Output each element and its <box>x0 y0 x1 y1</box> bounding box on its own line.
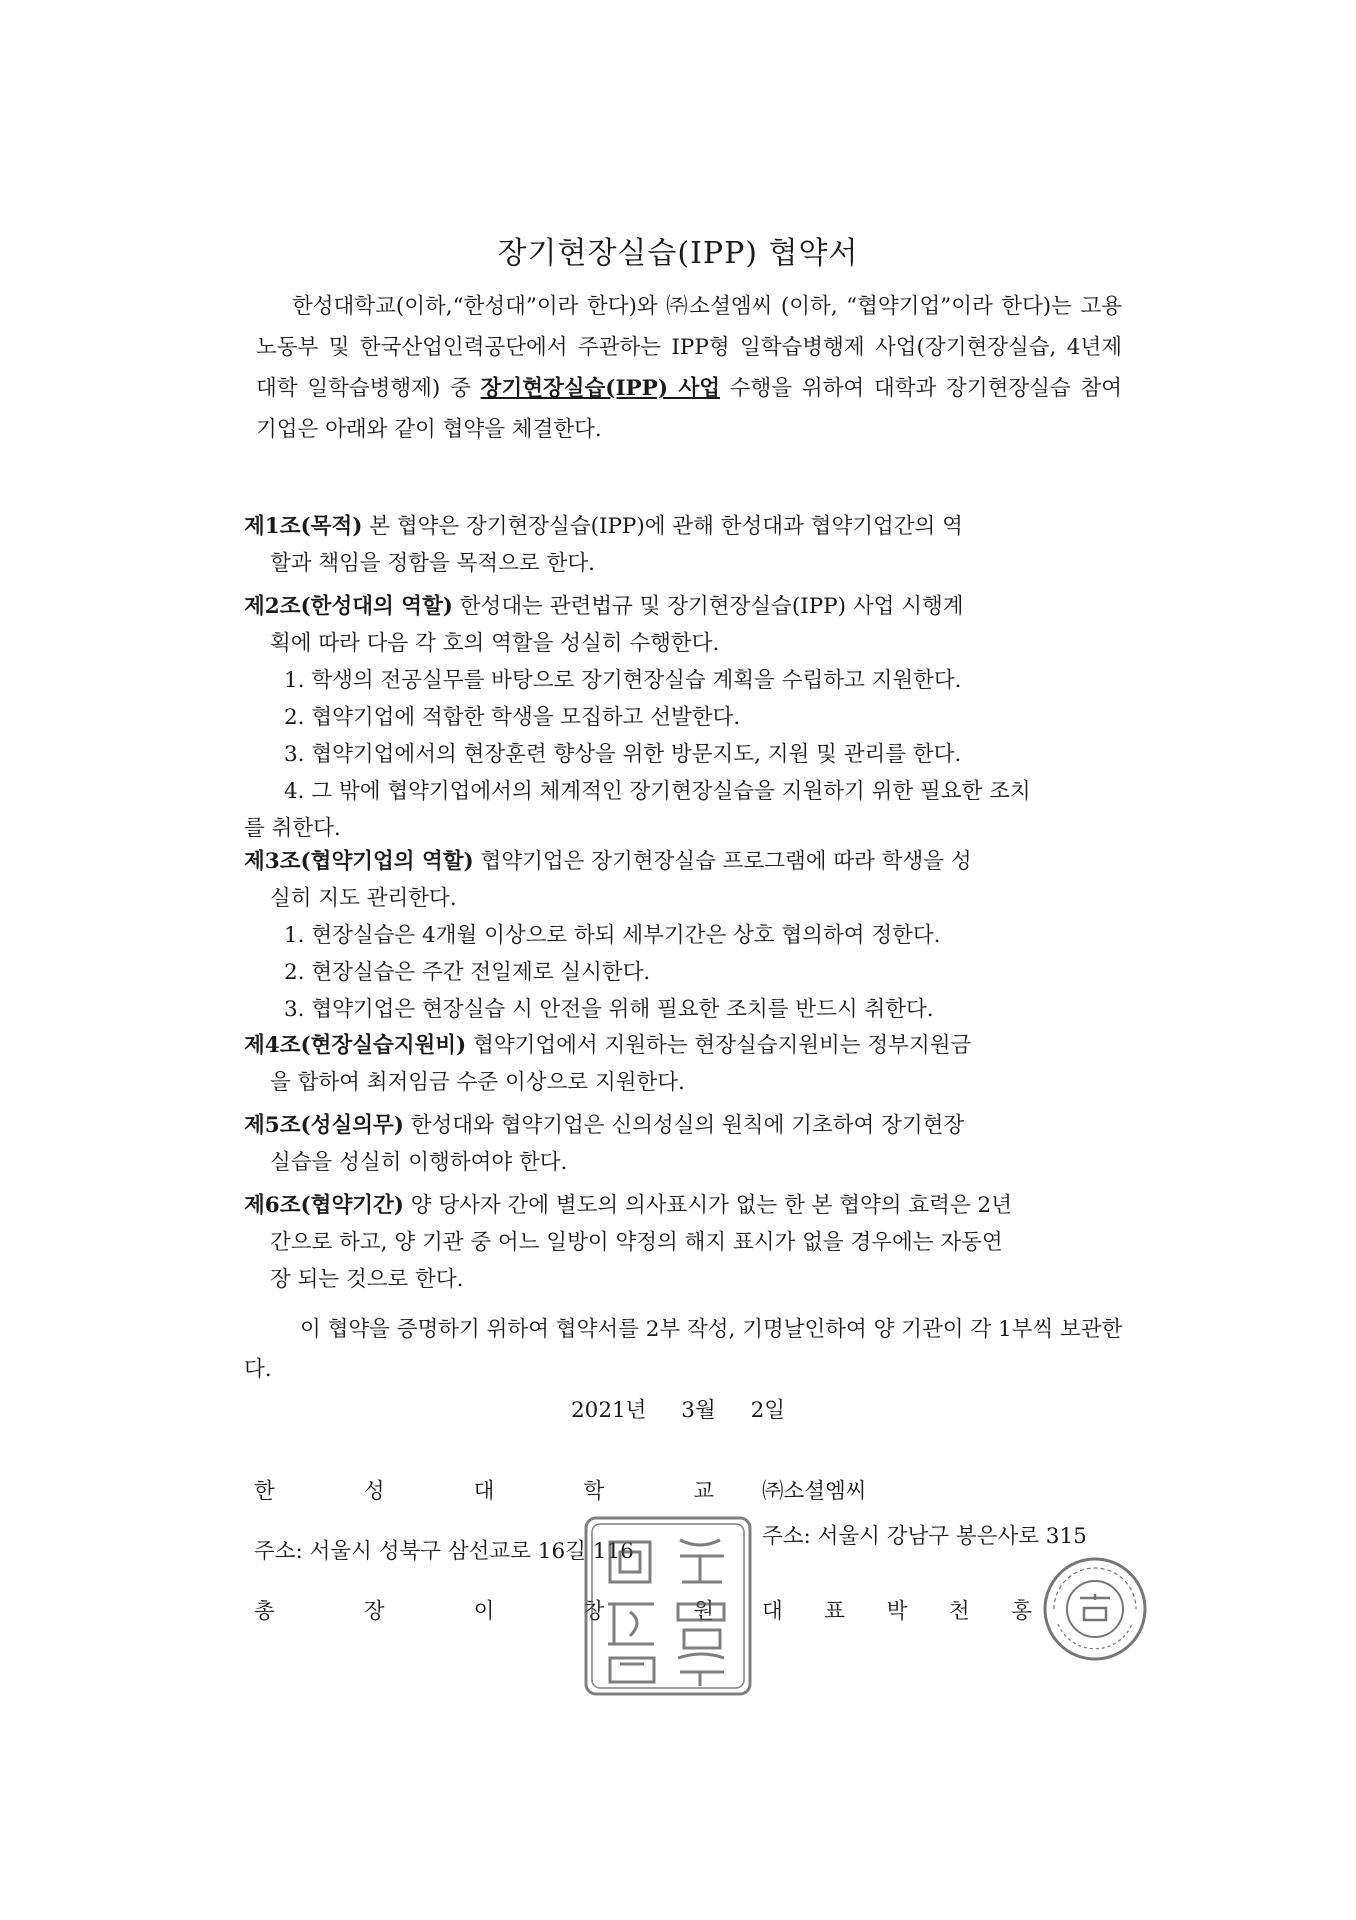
article-2 <box>244 588 1124 847</box>
article-5 <box>244 1107 1124 1181</box>
party-left-name <box>254 1474 714 1505</box>
article-text: 을 합하여 최저임금 수준 이상으로 지원한다. <box>270 1070 685 1095</box>
article-text: 간으로 하고, 양 기관 중 어느 일방이 약정의 해지 표시가 없을 경우에는 자동연 <box>270 1230 1003 1255</box>
article-heading: 제4조(현장실습지원비) <box>244 1033 467 1058</box>
article-text: 협약기업에서 지원하는 현장실습지원비는 정부지원금 <box>466 1033 972 1058</box>
name-char: 한 <box>254 1479 275 1504</box>
article-heading: 제2조(한성대의 역할) <box>244 594 453 619</box>
article-text: 장 되는 것으로 한다. <box>270 1267 464 1292</box>
signing-date: 2021년 3월 2일 <box>570 1398 786 1423</box>
intro-text-1: 한성대학교(이하,“한성대”이라 한다)와 ㈜소셜엠씨 (이하, “협약기업”이라 한다)는 고용노동부 및 한국산업인력공단에서 주관하는 IPP형 일학습병행제 사업(장기현장실습, 4년제 대학 일학습병행제) 중 <box>256 294 1122 401</box>
article-6 <box>244 1187 1124 1298</box>
article-text: 협약기업은 장기현장실습 프로그램에 따라 학생을 성 <box>473 849 972 874</box>
name-char: 교 <box>693 1479 714 1504</box>
list-item: 1. 학생의 전공실무를 바탕으로 장기현장실습 계획을 수립하고 지원한다. <box>284 668 962 693</box>
list-item: 2. 현장실습은 주간 전일제로 실시한다. <box>284 960 651 985</box>
name-char: 성 <box>363 1479 385 1504</box>
signatory-char: 원 <box>693 1599 714 1624</box>
article-text: 실히 지도 관리한다. <box>270 886 457 911</box>
article-text: 한성대와 협약기업은 신의성실의 원칙에 기초하여 장기현장 <box>403 1113 965 1138</box>
list-item: 3. 협약기업에서의 현장훈련 향상을 위한 방문지도, 지원 및 관리를 한다. <box>284 742 962 767</box>
article-text: 양 당사자 간에 별도의 의사표시가 없는 한 본 협약의 효력은 2년 <box>403 1193 1013 1218</box>
party-right-signatory <box>762 1594 1032 1625</box>
article-text: 할과 책임을 정함을 목적으로 한다. <box>270 551 595 576</box>
article-heading: 제6조(협약기간) <box>244 1193 404 1218</box>
article-text: 본 협약은 장기현장실습(IPP)에 관해 한성대과 협약기업간의 역 <box>362 514 963 539</box>
article-heading: 제1조(목적) <box>244 514 363 539</box>
signatory-char: 총 <box>254 1599 275 1624</box>
article-text: 실습을 성실히 이행하여야 한다. <box>270 1150 568 1175</box>
signatory-char: 대 <box>762 1599 783 1624</box>
list-item: 2. 협약기업에 적합한 학생을 모집하고 선발한다. <box>284 705 741 730</box>
article-4 <box>244 1027 1124 1101</box>
party-right-name: ㈜소셜엠씨 <box>762 1479 867 1504</box>
document-title: 장기현장실습(IPP) 협약서 <box>497 236 859 271</box>
article-heading: 제5조(성실의무) <box>244 1113 404 1138</box>
list-item: 1. 현장실습은 4개월 이상으로 하되 세부기간은 상호 협의하여 정한다. <box>284 923 941 948</box>
name-char: 대 <box>473 1479 495 1504</box>
signatory-char: 천 <box>948 1599 970 1624</box>
article-text: 획에 따라 다음 각 호의 역할을 성실히 수행한다. <box>270 631 720 656</box>
article-text: 한성대는 관련법규 및 장기현장실습(IPP) 사업 시행계 <box>452 594 964 619</box>
name-char: 학 <box>583 1479 605 1504</box>
article-heading: 제3조(협약기업의 역할) <box>244 849 474 874</box>
list-item: 3. 협약기업은 현장실습 시 안전을 위해 필요한 조치를 반드시 취한다. <box>284 997 934 1022</box>
article-3 <box>244 843 1124 1028</box>
intro-paragraph <box>256 286 1122 450</box>
signatory-char: 창 <box>583 1599 605 1624</box>
company-seal-stamp <box>1040 1554 1150 1664</box>
list-item: 4. 그 밖에 협약기업에서의 체계적인 장기현장실습을 지원하기 위한 필요한 조치 <box>284 779 1031 804</box>
list-item: 를 취한다. <box>244 816 341 841</box>
party-right-address: 주소: 서울시 강남구 봉은사로 315 <box>762 1524 1087 1549</box>
signatory-char: 이 <box>473 1599 495 1624</box>
intro-text-2: 수행을 위하여 대학과 장기현장실습 참여 기업은 아래와 같이 협약을 체결한다. <box>256 376 1122 442</box>
article-1 <box>244 508 1124 582</box>
signatory-char: 홍 <box>1011 1599 1032 1624</box>
signatory-char: 표 <box>824 1599 846 1624</box>
intro-emphasis: 장기현장실습(IPP) 사업 <box>480 376 720 401</box>
closing-paragraph: 이 협약을 증명하기 위하여 협약서를 2부 작성, 기명날인하여 양 기관이 각 1부씩 보관한다. <box>244 1317 1123 1382</box>
signatory-char: 박 <box>886 1599 908 1624</box>
party-left-address: 주소: 서울시 성북구 삼선교로 16길 116 <box>254 1539 634 1564</box>
university-seal-stamp <box>580 1512 756 1700</box>
signatory-char: 장 <box>363 1599 385 1624</box>
